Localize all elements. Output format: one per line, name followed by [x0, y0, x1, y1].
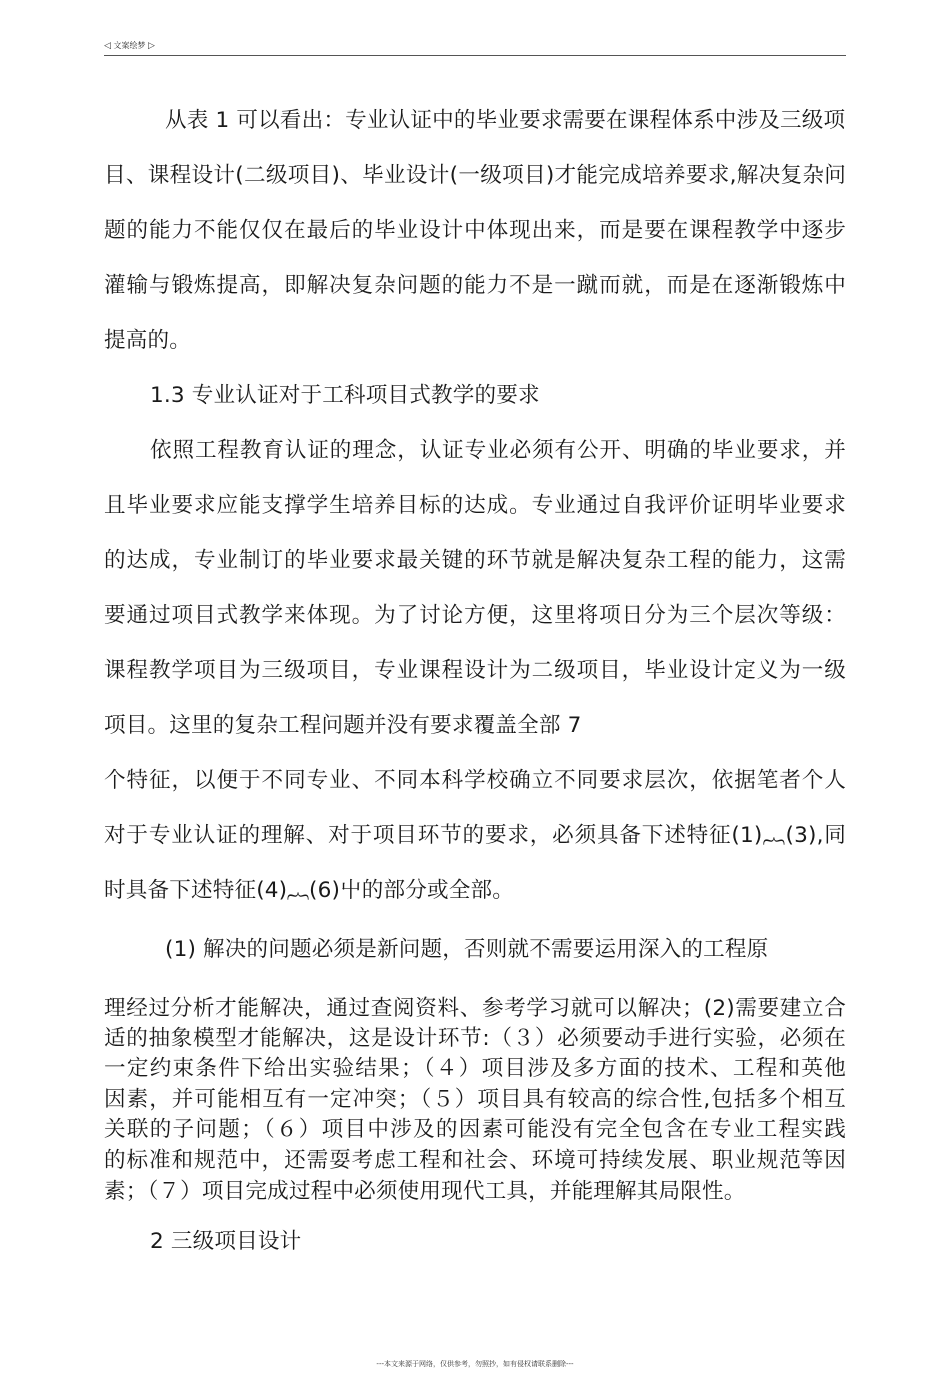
paragraph-line: 目、课程设计(二级项目)、毕业设计(一级项目)才能完成培养要求,解决复杂问 — [104, 163, 846, 188]
paragraph-line: 理经过分析才能解决，通过查阅资料、参考学习就可以解决；(2)需要建立合 — [104, 996, 846, 1021]
section-heading: 2 三级项目设计 — [150, 1229, 302, 1254]
paragraph-line: 因素，并可能相互有一定冲突；（５）项目具有较高的综合性,包括多个相互 — [104, 1087, 846, 1112]
paragraph-line: 课程教学项目为三级项目，专业课程设计为二级项目，毕业设计定义为一级 — [104, 658, 846, 683]
paragraph-line: 对于专业认证的理解、对于项目环节的要求，必须具备下述特征(1)︷(3),同 — [104, 823, 846, 848]
paragraph-line: 从表 1 可以看出：专业认证中的毕业要求需要在课程体系中涉及三级项 — [165, 108, 846, 133]
paragraph-line: 一定约束条件下给出实验结果；（４）项目涉及多方面的技术、工程和英他 — [104, 1056, 846, 1081]
paragraph-line: 时具备下述特征(4)︷(6)屮的部分或全部。 — [104, 878, 514, 903]
paragraph-line: 的标准和规范中，还需耍考虑工程和社会、环境可持续发展、职业规范等因 — [104, 1148, 846, 1173]
left-triangle-icon: ◁ — [104, 41, 111, 51]
paragraph-line: 项目。这里的复杂工程问题并没有要求覆盖全部 7 — [104, 713, 582, 738]
paragraph-line: 且毕业要求应能支撑学生培养目标的达成。专业通过自我评价证明毕业要求 — [104, 493, 846, 518]
section-heading: 1.3 专业认证对于工科项目式教学的要求 — [150, 383, 540, 408]
paragraph-line: 提高的。 — [104, 328, 191, 353]
page-footer: ---本文来源于网络，仅供参考，勿照抄，如有侵权请联系删除--- — [376, 1360, 574, 1368]
paragraph-line: 依照工程教育认证的理念，认证专业必须有公开、明确的毕业要求，并 — [150, 438, 846, 463]
list-item: (1) 解决的问题必须是新问题，否则就不需要运用深入的工程原 — [165, 937, 769, 962]
paragraph-line: 适的抽象模型才能解决，这是设计环节:（３）必须要动手进行实验，必须在 — [104, 1026, 846, 1051]
right-triangle-icon: ▷ — [148, 41, 155, 51]
paragraph-line: 个特征，以便于不同专业、不同本科学校确立不同要求层次，依据笔者个人 — [104, 768, 846, 793]
paragraph-line: 关联的子问题；（６）项目中涉及的因素可能没有完全包含在专业工程实践 — [104, 1117, 846, 1142]
paragraph-line: 灌输与锻炼提高，即解决复杂问题的能力不是一蹴而就，而是在逐渐锻炼中 — [104, 273, 846, 298]
paragraph-line: 素；（７）项目完成过程中必须使用现代工具，并能理解其局限性。 — [104, 1179, 746, 1204]
paragraph-line: 的达成，专业制订的毕业要求最关键的环节就是解决复杂工程的能力，这需 — [104, 548, 846, 573]
paragraph-line: 要通过项目式教学来体现。为了讨论方便，这里将项日分为三个层次等级： — [104, 603, 846, 628]
paragraph-line: 题的能力不能仅仅在最后的毕业设计中体现出来，而是要在课程教学中逐步 — [104, 218, 846, 243]
page-header — [104, 40, 846, 56]
header-title: 文案绘梦 — [113, 41, 146, 50]
header-divider — [104, 55, 846, 56]
